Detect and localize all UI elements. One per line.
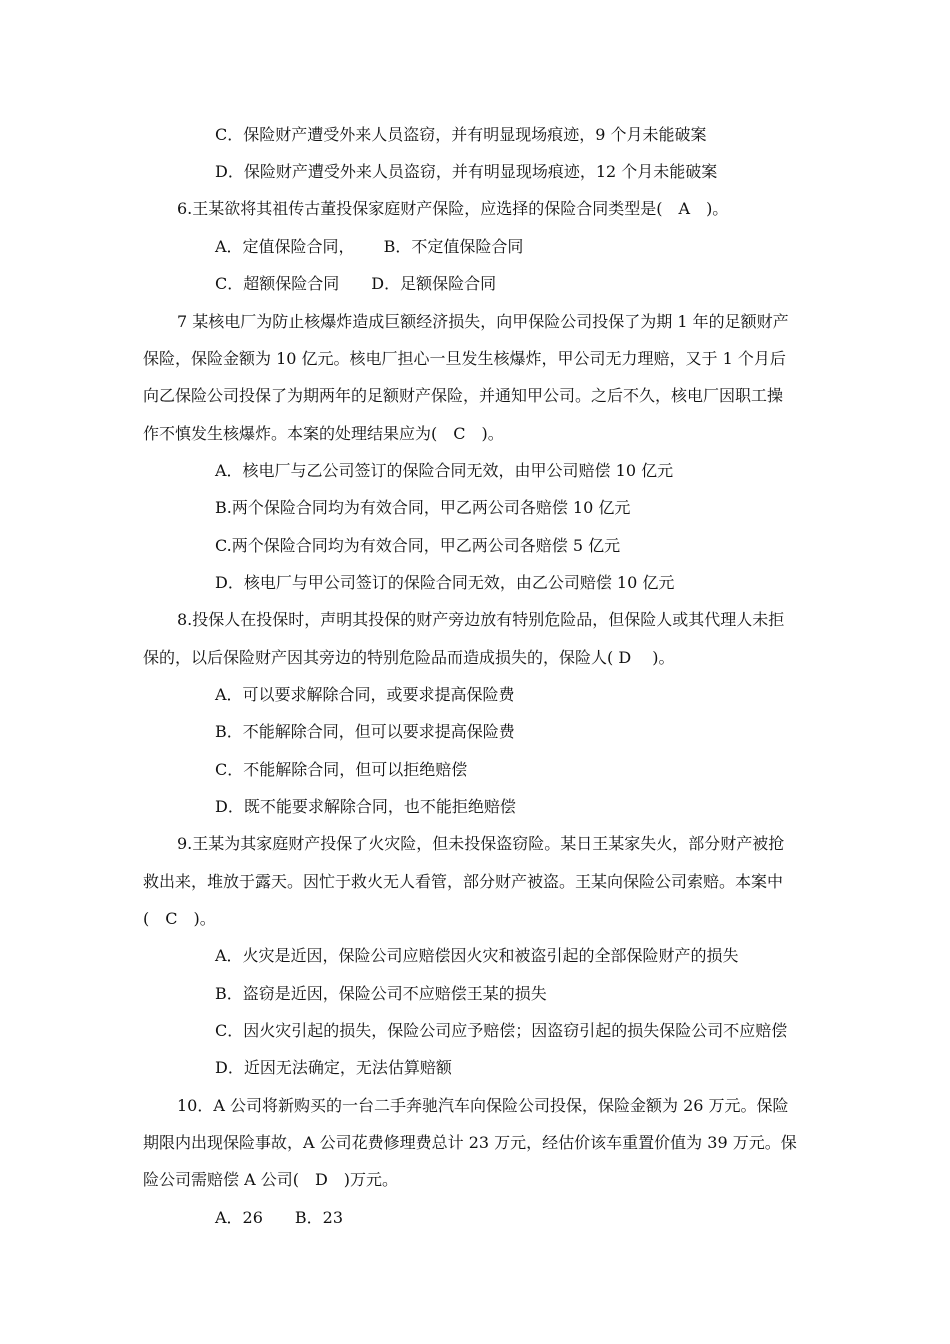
question-7-line1: 7 某核电厂为防止核爆炸造成巨额经济损失，向甲保险公司投保了为期 1 年的足额财产 xyxy=(177,312,789,331)
question-8-line2: 保的，以后保险财产因其旁边的特别危险品而造成损失的，保险人( D )。 xyxy=(143,648,675,667)
question-10-line3: 险公司需赔偿 A 公司( D )万元。 xyxy=(143,1170,399,1189)
option-5d: D．保险财产遭受外来人员盗窃，并有明显现场痕迹，12 个月未能破案 xyxy=(215,162,718,181)
option-7d: D．核电厂与甲公司签订的保险合同无效，由乙公司赔偿 10 亿元 xyxy=(215,573,675,592)
options-10-ab: A．26 B．23 xyxy=(215,1208,344,1227)
question-7-line3: 向乙保险公司投保了为期两年的足额财产保险，并通知甲公司。之后不久，核电厂因职工操 xyxy=(143,386,784,405)
question-9-line2: 救出来，堆放于露天。因忙于救火无人看管，部分财产被盗。王某向保险公司索赔。本案中 xyxy=(143,872,784,891)
option-5c: C．保险财产遭受外来人员盗窃，并有明显现场痕迹，9 个月未能破案 xyxy=(215,125,707,144)
question-7-line4: 作不慎发生核爆炸。本案的处理结果应为( C )。 xyxy=(143,424,504,443)
question-7-line2: 保险，保险金额为 10 亿元。核电厂担心一旦发生核爆炸，甲公司无力理赔，又于 1 个月后 xyxy=(143,349,786,368)
option-9b: B．盗窃是近因，保险公司不应赔偿王某的损失 xyxy=(215,984,547,1003)
question-9-line1: 9.王某为其家庭财产投保了火灾险，但未投保盗窃险。某日王某家失火，部分财产被抢 xyxy=(177,834,785,853)
option-8b: B．不能解除合同，但可以要求提高保险费 xyxy=(215,722,515,741)
question-10-line2: 期限内出现保险事故，A 公司花费修理费总计 23 万元，经估价该车重置价值为 39 万元。保 xyxy=(143,1133,797,1152)
option-9a: A．火灾是近因，保险公司应赔偿因火灾和被盗引起的全部保险财产的损失 xyxy=(215,946,739,965)
question-9-line3: ( C )。 xyxy=(143,909,216,928)
option-8d: D．既不能要求解除合同，也不能拒绝赔偿 xyxy=(215,797,516,816)
option-8c: C．不能解除合同，但可以拒绝赔偿 xyxy=(215,760,468,779)
options-6-cd: C．超额保险合同 D．足额保险合同 xyxy=(215,274,497,293)
question-8-line1: 8.投保人在投保时，声明其投保的财产旁边放有特别危险品，但保险人或其代理人未拒 xyxy=(177,610,785,629)
question-10-line1: 10．A 公司将新购买的一台二手奔驰汽车向保险公司投保，保险金额为 26 万元。保险 xyxy=(177,1096,789,1115)
option-7b: B.两个保险合同均为有效合同，甲乙两公司各赔偿 10 亿元 xyxy=(215,498,631,517)
option-8a: A．可以要求解除合同，或要求提高保险费 xyxy=(215,685,515,704)
question-6: 6.王某欲将其祖传古董投保家庭财产保险，应选择的保险合同类型是( A )。 xyxy=(177,199,729,218)
options-6-ab: A．定值保险合同， B．不定值保险合同 xyxy=(215,237,524,256)
option-7a: A．核电厂与乙公司签订的保险合同无效，由甲公司赔偿 10 亿元 xyxy=(215,461,674,480)
option-9d: D．近因无法确定，无法估算赔额 xyxy=(215,1058,452,1077)
option-9c: C．因火灾引起的损失，保险公司应予赔偿；因盗窃引起的损失保险公司不应赔偿 xyxy=(215,1021,788,1040)
option-7c: C.两个保险合同均为有效合同，甲乙两公司各赔偿 5 亿元 xyxy=(215,536,621,555)
